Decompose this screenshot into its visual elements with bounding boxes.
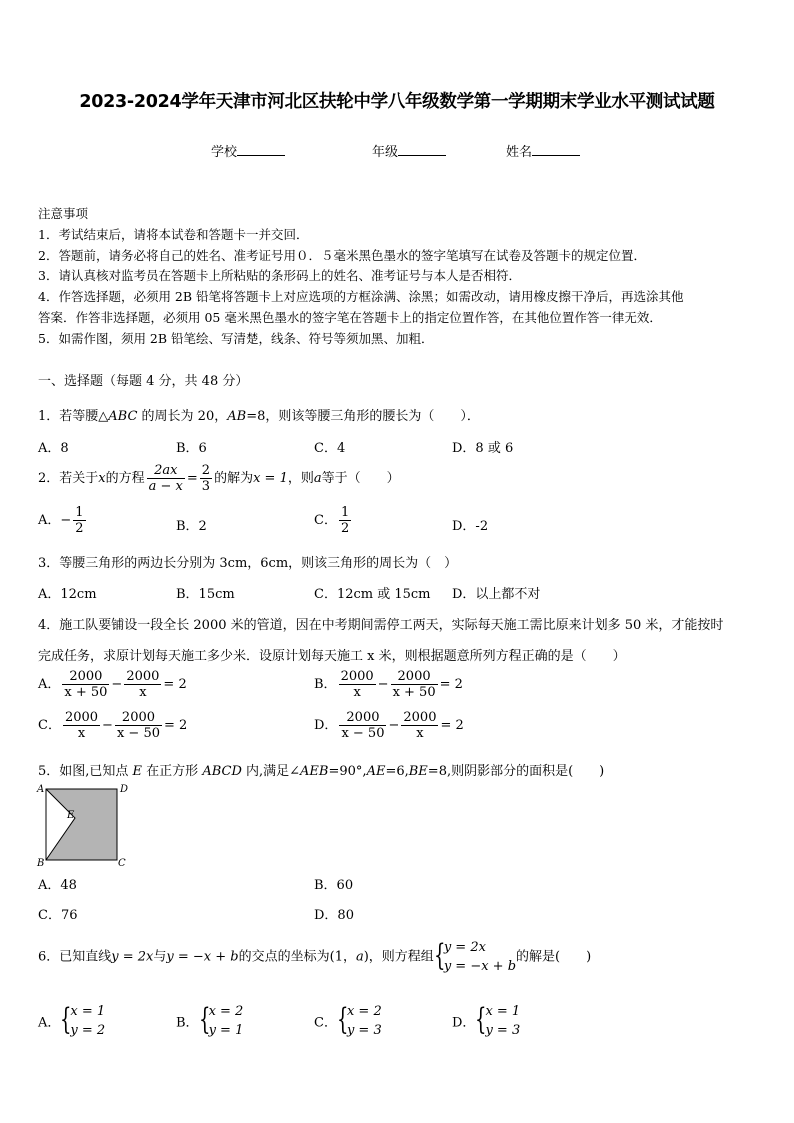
note-item: 4．作答选择题，必须用 2B 铅笔将答题卡上对应选项的方框涂满、涂黑；如需改动，请用橡皮擦干净后，再选涂其他 bbox=[38, 289, 684, 304]
vertex-label-d: D bbox=[120, 784, 129, 795]
note-item: 答案．作答非选择题，必须用 05 毫米黑色墨水的签字笔在答题卡上的指定位置作答，在其他位置作答一律无效． bbox=[38, 310, 662, 325]
q1-option-b: B．6 bbox=[176, 441, 207, 456]
question-4-line2: 完成任务，求原计划每天施工多少米．设原计划每天施工 x 米，则根据题意所列方程正确的是（ ） bbox=[38, 649, 626, 664]
q1-option-c: C．4 bbox=[314, 441, 346, 456]
q2-fraction: $\frac{2}{3}$ bbox=[201, 463, 211, 494]
note-item: 5．如需作图，须用 2B 铅笔绘、写清楚，线条、符号等须加黑、加粗． bbox=[38, 331, 434, 346]
q5-option-d: D．80 bbox=[314, 908, 354, 923]
question-6: 6．已知直线y = 2x与y = −x + b的交点的坐标为(1，a)，则方程组 { y = 2x y = −x + b 的解是( ) bbox=[38, 938, 592, 974]
q5-option-c: C．76 bbox=[38, 908, 78, 923]
q2-option-d: D．-2 bbox=[452, 519, 489, 534]
q2-text: 等于（ ） bbox=[321, 471, 400, 486]
q6-option-d: D． { x = 1 y = 3 bbox=[452, 1002, 521, 1038]
q2-var: x bbox=[98, 471, 106, 486]
grade-label: 年级 bbox=[372, 145, 399, 160]
question-5: 5．如图,已知点 E 在正方形 ABCD 内,满足∠AEB=90°,AE=6,BE=8,则阴影部分的面积是( ) bbox=[38, 764, 605, 779]
q1-option-d: D．8 或 6 bbox=[452, 441, 514, 456]
section-heading: 一、选择题（每题 4 分，共 48 分） bbox=[38, 374, 249, 389]
q1-text: 的周长为 20， bbox=[137, 409, 228, 424]
school-blank bbox=[237, 144, 285, 156]
q3-option-d: D．以上都不对 bbox=[452, 587, 541, 602]
name-blank bbox=[532, 144, 580, 156]
school-label: 学校 bbox=[211, 145, 238, 160]
q2-var: a bbox=[313, 471, 322, 486]
q6-system: { y = 2x y = −x + b bbox=[433, 938, 517, 974]
q2-fraction: $\frac{2ax}{a - x}$ bbox=[148, 463, 183, 494]
school-field bbox=[211, 141, 285, 160]
q4-option-c: C． $\frac{2000}{x}$ − $\frac{2000}{x - 50}$ = 2 bbox=[38, 710, 188, 741]
notes-heading: 注意事项 bbox=[38, 206, 89, 221]
q6-option-c: C． { x = 2 y = 3 bbox=[314, 1002, 382, 1038]
grade-field bbox=[372, 141, 446, 160]
name-label: 姓名 bbox=[506, 145, 533, 160]
q3-option-c: C．12cm 或 15cm bbox=[314, 587, 431, 602]
q2-text: 的解为 bbox=[214, 471, 254, 486]
name-field bbox=[506, 141, 580, 160]
page-title: 2023-2024学年天津市河北区扶轮中学八年级数学第一学期期末学业水平测试试题 bbox=[79, 92, 715, 112]
q2-text: ，则 bbox=[287, 471, 314, 486]
q2-text: = bbox=[186, 471, 198, 486]
vertex-label-c: C bbox=[118, 858, 126, 869]
vertex-label-a: A bbox=[37, 784, 45, 795]
q1-text: 1．若等腰△ bbox=[38, 409, 109, 424]
question-1 bbox=[38, 405, 480, 424]
q6-option-a: A． { x = 1 y = 2 bbox=[38, 1002, 106, 1038]
q4-option-d: D． $\frac{2000}{x - 50}$ − $\frac{2000}{x}$ = 2 bbox=[314, 710, 464, 741]
q2-text: 2．若关于 bbox=[38, 471, 99, 486]
question-4-line1: 4．施工队要铺设一段全长 2000 米的管道，因在中考期间需停工两天，实际每天施工需比原来计划多 50 米，才能按时 bbox=[38, 618, 724, 633]
vertex-label-b: B bbox=[37, 858, 45, 869]
q1-text: =8，则该等腰三角形的腰长为（ ）． bbox=[246, 409, 480, 424]
note-item: 2．答题前，请务必将自己的姓名、准考证号用０．５毫米黑色墨水的签字笔填写在试卷及答题卡的规定位置． bbox=[38, 248, 646, 263]
note-item: 1．考试结束后，请将本试卷和答题卡一并交回． bbox=[38, 227, 309, 242]
q5-option-a: A．48 bbox=[38, 878, 77, 893]
question-2 bbox=[38, 463, 400, 494]
q1-var: AB bbox=[227, 409, 247, 424]
q1-option-a: A．8 bbox=[38, 441, 69, 456]
square-figure bbox=[34, 782, 134, 872]
q4-option-b: B． $\frac{2000}{x}$ − $\frac{2000}{x + 50}$ = 2 bbox=[314, 669, 463, 700]
vertex-label-e: E bbox=[67, 810, 75, 821]
q4-option-a: A． $\frac{2000}{x + 50}$ − $\frac{2000}{x}$ = 2 bbox=[38, 669, 187, 700]
q1-var: ABC bbox=[108, 409, 138, 424]
q2-text: 的方程 bbox=[105, 471, 145, 486]
q2-option-a: A．− $\frac{1}{2}$ bbox=[38, 505, 84, 536]
q6-option-b: B． { x = 2 y = 1 bbox=[176, 1002, 244, 1038]
note-item: 3．请认真核对监考员在答题卡上所粘贴的条形码上的姓名、准考证号与本人是否相符． bbox=[38, 268, 521, 283]
q2-option-c: C． $\frac{1}{2}$ bbox=[314, 505, 350, 536]
q2-var: x = 1 bbox=[253, 471, 288, 486]
q3-option-b: B．15cm bbox=[176, 587, 235, 602]
question-3: 3．等腰三角形的两边长分别为 3cm，6cm，则该三角形的周长为（ ） bbox=[38, 556, 458, 571]
grade-blank bbox=[398, 144, 446, 156]
q5-option-b: B．60 bbox=[314, 878, 354, 893]
q2-option-b: B．2 bbox=[176, 519, 207, 534]
q3-option-a: A．12cm bbox=[38, 587, 97, 602]
